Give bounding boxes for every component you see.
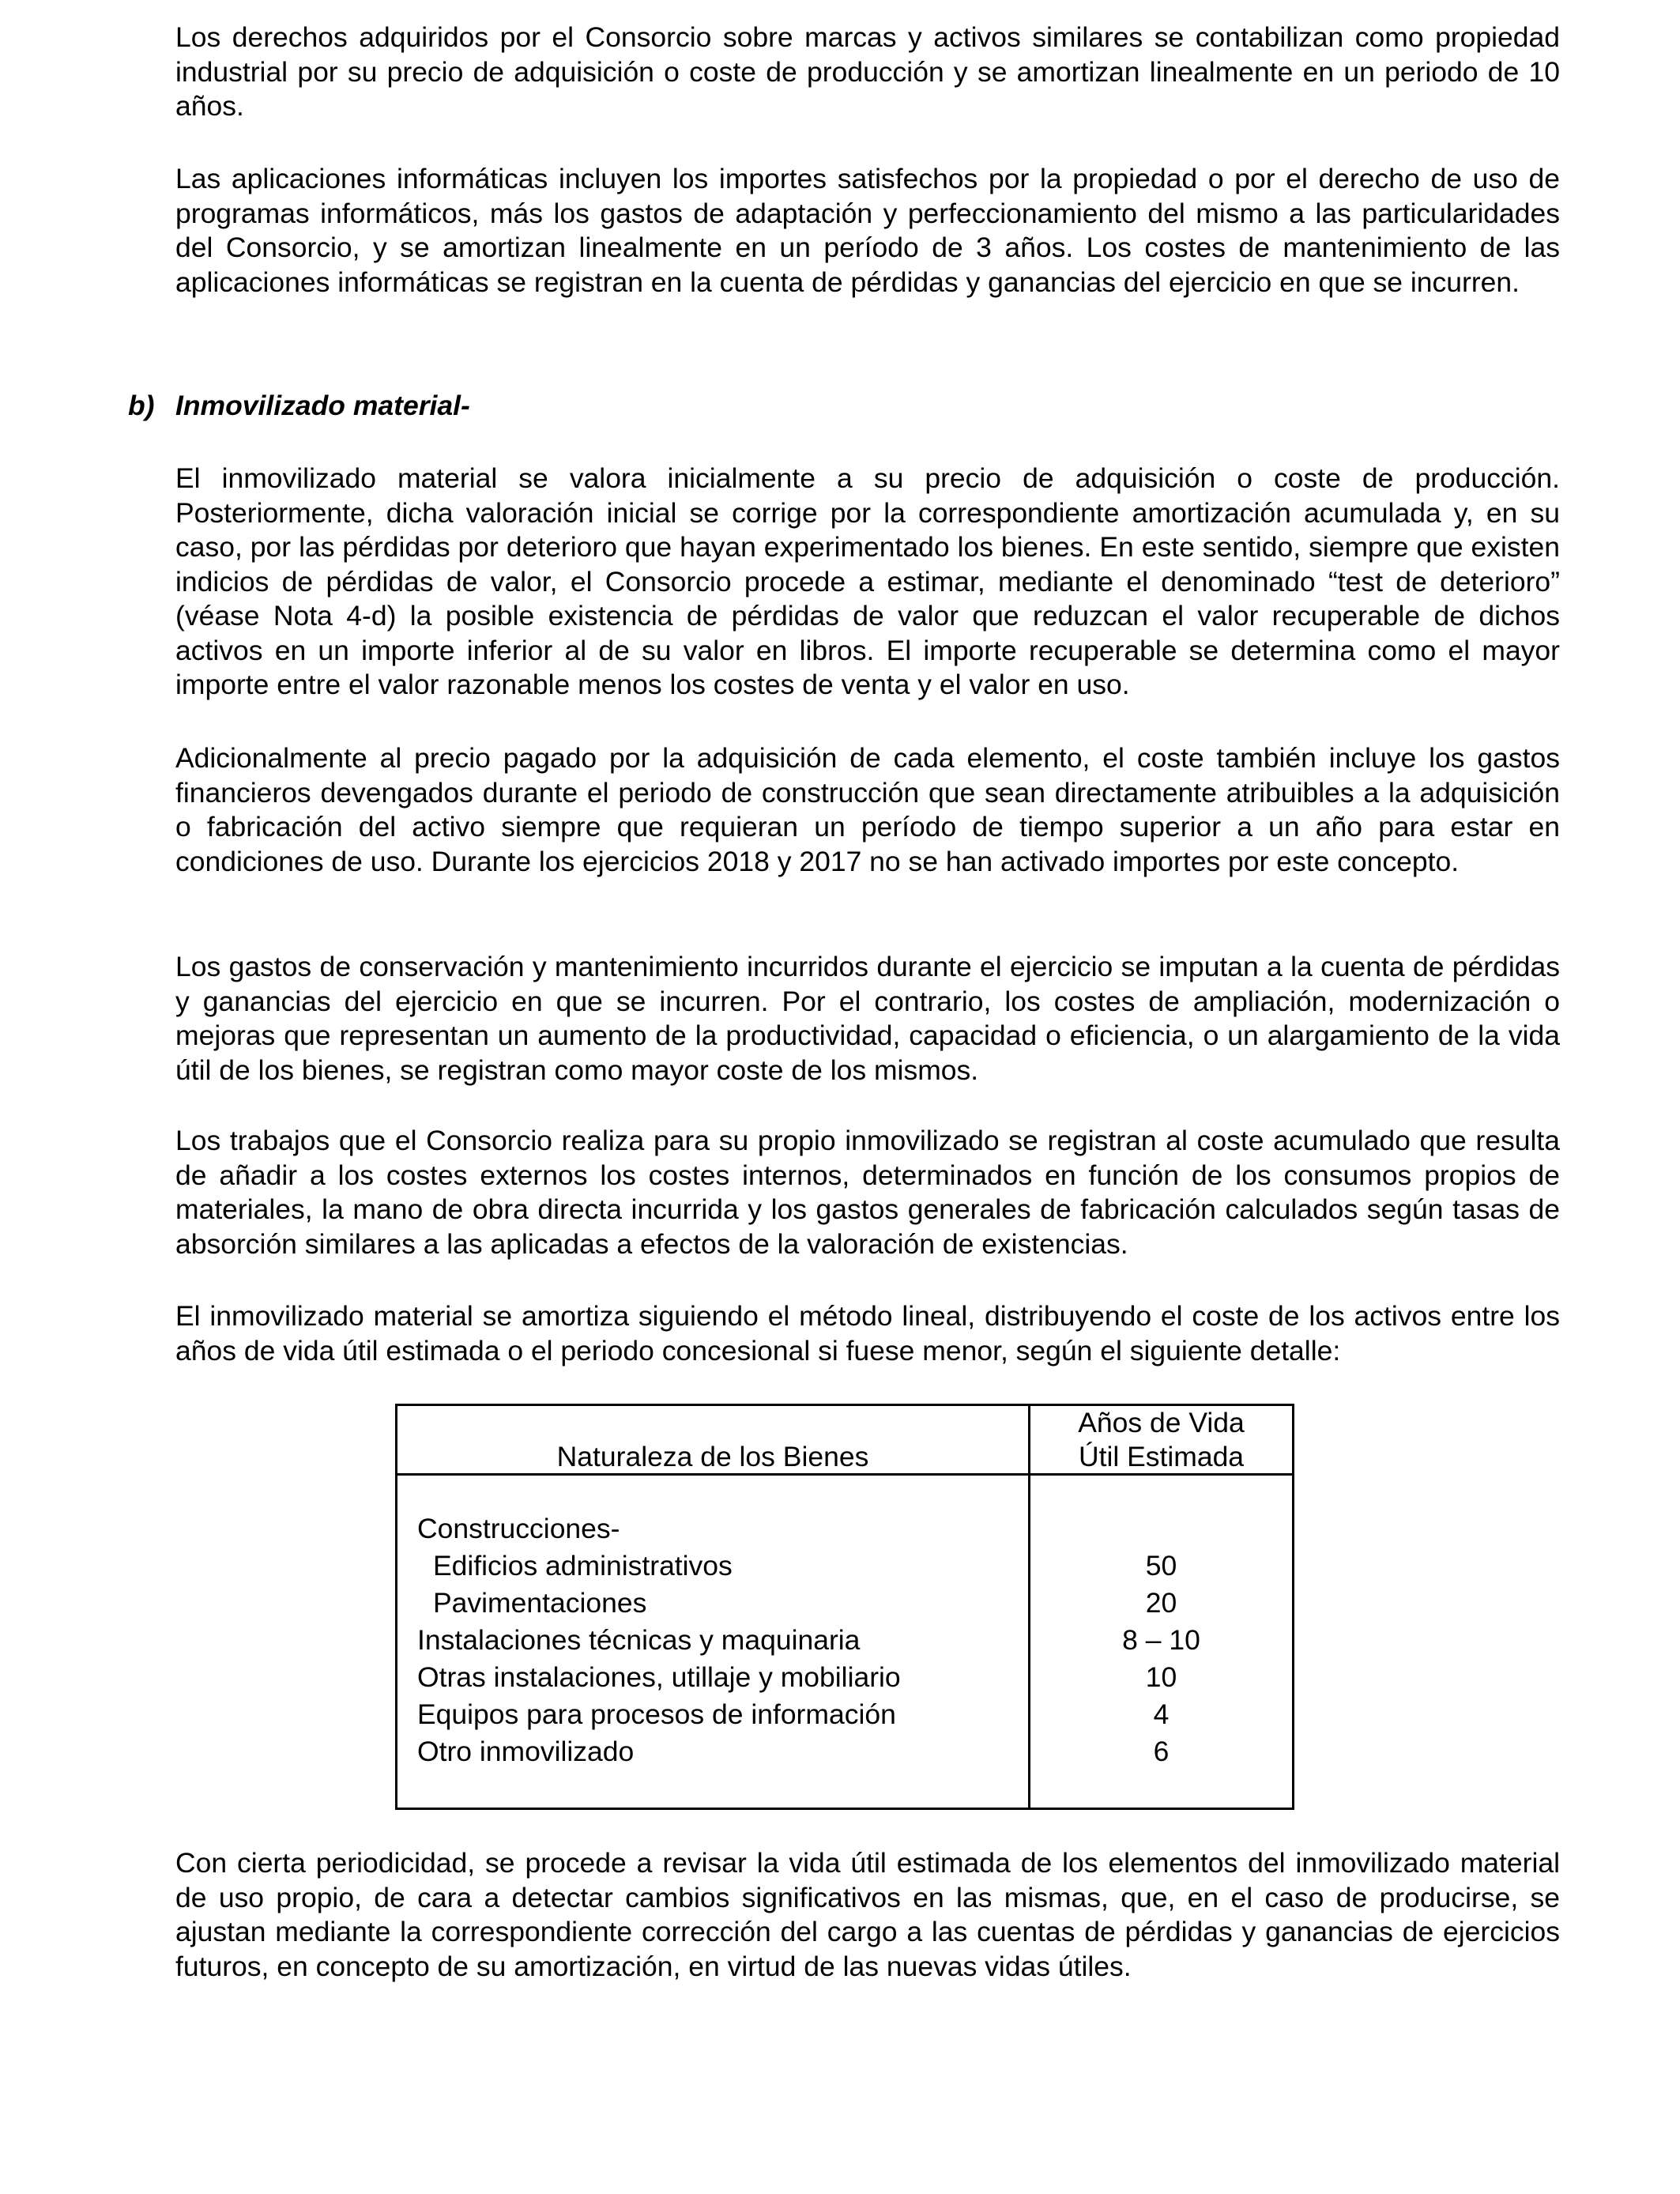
section-heading <box>128 389 470 424</box>
table-header-years-line2: Útil Estimada <box>1078 1441 1245 1472</box>
row-value: 8 – 10 <box>1122 1624 1200 1656</box>
row-label: Otras instalaciones, utillaje y mobiliario <box>417 1661 901 1693</box>
row-label: Otro inmovilizado <box>417 1736 635 1767</box>
paragraph-review: Con cierta periodicidad, se procede a revisar la vida útil estimada de los elementos del inmovilizado material de uso propio, de cara a detectar cambios significativos en las mismas, que, en el caso de producirse, se ajustan mediante la correspondiente corrección del cargo a las cuentas de pérdidas y ganancias de ejercicios futuros, en concepto de su amortización, en virtud de las nuevas vidas útiles. <box>175 1847 1560 1982</box>
paragraph-own-work: Los trabajos que el Consorcio realiza para su propio inmovilizado se registran al coste acumulado que resulta de añadir a los costes externos los costes internos, determinados en función de los consumos propios de materiales, la mano de obra directa incurrida y los gastos generales de fabricación calculados según tasas de absorción similares a las aplicadas a efectos de la valoración de existencias. <box>175 1125 1560 1260</box>
paragraph-trademarks: Los derechos adquiridos por el Consorcio sobre marcas y activos similares se contabilizan como propiedad industrial por su precio de adquisición o coste de producción y se amortizan linealmente en un periodo de 10 años. <box>175 21 1560 122</box>
row-label: Edificios administrativos <box>433 1550 733 1581</box>
table-row <box>397 1696 1292 1733</box>
paragraph-valuation: El inmovilizado material se valora inicialmente a su precio de adquisición o coste de producción. Posteriormente, dicha valoración inicial se corrige por la correspondiente amortización acumulada y, en su caso, por las pérdidas por deterioro que hayan experimentado los bienes. En este sentido, siempre que existen indicios de pérdidas de valor, el Consorcio procede a estimar, mediante el denominado “test de deterioro” (véase Nota 4-d) la posible existencia de pérdidas de valor que reduzcan el valor recuperable de dichos activos en un importe inferior al de su valor en libros. El importe recuperable se determina como el mayor importe entre el valor razonable menos los costes de venta y el valor en uso. <box>175 462 1560 700</box>
paragraph-maintenance: Los gastos de conservación y mantenimiento incurridos durante el ejercicio se imputan a la cuenta de pérdidas y ganancias del ejercicio en que se incurren. Por el contrario, los costes de ampliación, modernización o mejoras que representan un aumento de la productividad, capacidad o eficiencia, o un alargamiento de la vida útil de los bienes, se registran como mayor coste de los mismos. <box>175 951 1560 1086</box>
paragraph-software: Las aplicaciones informáticas incluyen los importes satisfechos por la propiedad o por el derecho de uso de programas informáticos, más los gastos de adaptación y perfeccionamiento del mismo a las particularidades del Consorcio, y se amortizan linealmente en un período de 3 años. Los costes de mantenimiento de las aplicaciones informáticas se registran en la cuenta de pérdidas y ganancias del ejercicio en que se incurren. <box>175 163 1560 298</box>
table-row <box>397 1659 1292 1696</box>
table-row <box>397 1585 1292 1622</box>
table-body <box>397 1510 1292 1770</box>
row-label: Pavimentaciones <box>433 1587 647 1619</box>
paragraph-depreciation: El inmovilizado material se amortiza siguiendo el método lineal, distribuyendo el coste de los activos entre los años de vida útil estimada o el periodo concesional si fuese menor, según el siguiente detalle: <box>175 1300 1560 1367</box>
paragraph-financial-costs: Adicionalmente al precio pagado por la adquisición de cada elemento, el coste también incluye los gastos financieros devengados durante el periodo de construcción que sean directamente atribuibles a la adquisición o fabricación del activo siempre que requieran un período de tiempo superior a un año para estar en condiciones de uso. Durante los ejercicios 2018 y 2017 no se han activado importes por este concepto. <box>175 742 1560 877</box>
row-value: 4 <box>1153 1698 1170 1730</box>
table-header-nature: Naturaleza de los Bienes <box>556 1441 869 1472</box>
section-heading-title: Inmovilizado material- <box>175 390 470 421</box>
table-row <box>397 1510 1292 1547</box>
table-header-years <box>1030 1406 1292 1474</box>
table-row <box>397 1547 1292 1585</box>
row-label: Equipos para procesos de información <box>417 1698 896 1730</box>
row-value: 6 <box>1153 1736 1170 1767</box>
table-row <box>397 1622 1292 1659</box>
useful-life-table <box>395 1404 1294 1810</box>
section-heading-letter: b) <box>128 390 155 421</box>
row-label: Instalaciones técnicas y maquinaria <box>417 1624 861 1656</box>
row-value: 50 <box>1145 1550 1177 1581</box>
table-header-years-line1: Años de Vida <box>1078 1407 1245 1438</box>
table-row <box>397 1733 1292 1770</box>
row-label: Construcciones- <box>417 1513 620 1544</box>
row-value: 10 <box>1145 1661 1177 1693</box>
row-value: 20 <box>1145 1587 1177 1619</box>
